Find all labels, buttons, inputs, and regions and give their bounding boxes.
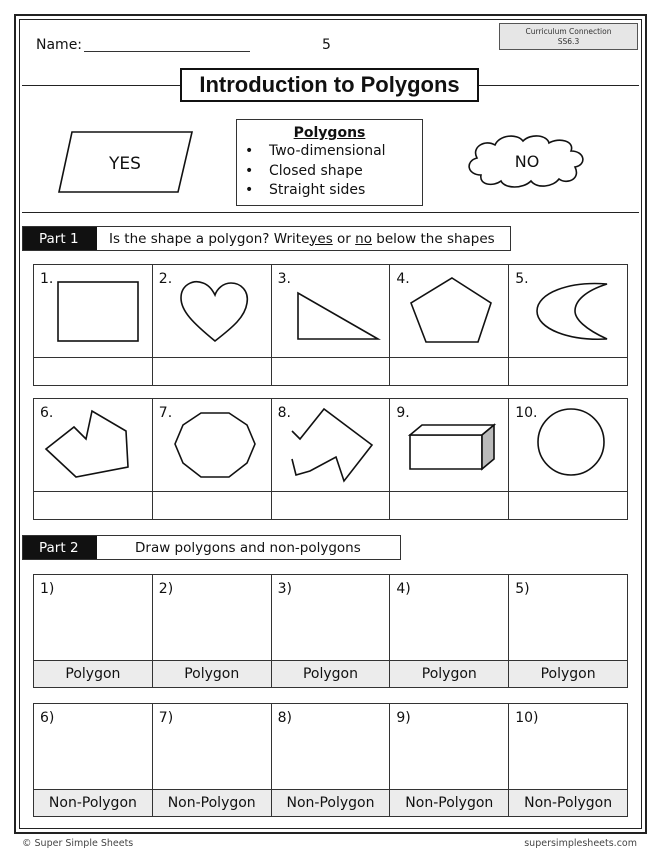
drawing-number: 7) bbox=[158, 710, 174, 726]
definition-item: • Straight sides bbox=[237, 181, 422, 201]
part1-header bbox=[22, 226, 511, 251]
definition-item: • Closed shape bbox=[237, 162, 422, 182]
shape-cell bbox=[509, 399, 628, 492]
drawing-cell[interactable] bbox=[509, 704, 628, 790]
polygon-label: Polygon bbox=[390, 661, 509, 688]
definition-item: • Two-dimensional bbox=[237, 142, 422, 162]
name-input-line[interactable] bbox=[84, 51, 250, 52]
answer-cell[interactable] bbox=[34, 358, 153, 386]
drawing-number: 9) bbox=[396, 710, 411, 726]
part2-instruction: Draw polygons and non-polygons bbox=[135, 539, 361, 556]
part2-polygon-table bbox=[33, 574, 628, 688]
non-polygon-label: Non-Polygon bbox=[390, 790, 509, 817]
yes-word: yes bbox=[309, 230, 333, 247]
drawing-cell[interactable] bbox=[271, 704, 390, 790]
non-polygon-label: Non-Polygon bbox=[34, 790, 153, 817]
no-label: NO bbox=[514, 152, 540, 171]
drawing-number: 5) bbox=[515, 581, 530, 597]
answer-cell[interactable] bbox=[390, 492, 509, 520]
shape-cell bbox=[390, 265, 509, 358]
yes-label: YES bbox=[109, 154, 141, 174]
shape-cell bbox=[34, 399, 153, 492]
shape-number: 3. bbox=[277, 271, 291, 287]
part1-shapes-table-1 bbox=[33, 264, 628, 386]
drawing-number: 4) bbox=[396, 581, 411, 597]
drawing-number: 10) bbox=[515, 710, 539, 726]
answer-cell[interactable] bbox=[271, 492, 390, 520]
no-cloud bbox=[463, 131, 591, 191]
shape-number: 9. bbox=[396, 405, 410, 421]
answer-cell[interactable] bbox=[390, 358, 509, 386]
drawing-number: 3) bbox=[277, 581, 292, 597]
drawing-cell[interactable] bbox=[152, 575, 271, 661]
shape-number: 7. bbox=[158, 405, 173, 421]
no-word: no bbox=[355, 230, 372, 247]
drawing-cell[interactable] bbox=[509, 575, 628, 661]
part2-non-polygon-table bbox=[33, 703, 628, 817]
drawing-cell[interactable] bbox=[271, 575, 390, 661]
part1-tag: Part 1 bbox=[23, 227, 97, 250]
answer-cell[interactable] bbox=[152, 492, 271, 520]
yes-parallelogram bbox=[58, 130, 194, 194]
polygon-definition-box bbox=[236, 119, 423, 206]
definition-title: Polygons bbox=[293, 125, 366, 141]
non-polygon-label: Non-Polygon bbox=[152, 790, 271, 817]
drawing-cell[interactable] bbox=[390, 575, 509, 661]
shape-number: 10. bbox=[515, 405, 538, 421]
answer-cell[interactable] bbox=[509, 492, 628, 520]
polygon-label: Polygon bbox=[509, 661, 628, 688]
name-label: Name: bbox=[36, 37, 83, 53]
drawing-cell[interactable] bbox=[34, 575, 153, 661]
shape-cell bbox=[152, 399, 271, 492]
shape-cell bbox=[390, 399, 509, 492]
drawing-number: 6) bbox=[40, 710, 55, 726]
footer-website[interactable]: supersimplesheets.com bbox=[524, 838, 637, 849]
part1-shapes-table-2 bbox=[33, 398, 628, 520]
shape-cell bbox=[34, 265, 153, 358]
section-rule bbox=[22, 212, 639, 213]
shape-number: 6. bbox=[40, 405, 54, 421]
answer-cell[interactable] bbox=[152, 358, 271, 386]
shape-number: 5. bbox=[515, 271, 529, 287]
non-polygon-label: Non-Polygon bbox=[509, 790, 628, 817]
answer-cell[interactable] bbox=[34, 492, 153, 520]
shape-cell bbox=[271, 399, 390, 492]
page-title: Introduction to Polygons bbox=[180, 68, 479, 102]
curriculum-code: SS6.3 bbox=[557, 37, 580, 46]
part2-header bbox=[22, 535, 401, 560]
part2-tag: Part 2 bbox=[23, 536, 97, 559]
drawing-number: 8) bbox=[277, 710, 292, 726]
non-polygon-label: Non-Polygon bbox=[271, 790, 390, 817]
answer-cell[interactable] bbox=[509, 358, 628, 386]
answer-cell[interactable] bbox=[271, 358, 390, 386]
polygon-label: Polygon bbox=[34, 661, 153, 688]
drawing-number: 2) bbox=[158, 581, 174, 597]
shape-number: 2. bbox=[158, 271, 173, 287]
polygon-label: Polygon bbox=[152, 661, 271, 688]
curriculum-connection-badge bbox=[499, 23, 638, 50]
drawing-cell[interactable] bbox=[152, 704, 271, 790]
shape-number: 1. bbox=[40, 271, 54, 287]
footer-copyright: © Super Simple Sheets bbox=[22, 838, 134, 849]
shape-cell bbox=[509, 265, 628, 358]
drawing-cell[interactable] bbox=[34, 704, 153, 790]
shape-cell bbox=[152, 265, 271, 358]
drawing-cell[interactable] bbox=[390, 704, 509, 790]
polygon-label: Polygon bbox=[271, 661, 390, 688]
part1-instruction: Is the shape a polygon? Write yes or no below the shapes bbox=[109, 230, 495, 247]
shape-number: 4. bbox=[396, 271, 410, 287]
page-number: 5 bbox=[322, 37, 331, 53]
shape-number: 8. bbox=[277, 405, 291, 421]
drawing-number: 1) bbox=[40, 581, 55, 597]
curriculum-label: Curriculum Connection bbox=[525, 27, 612, 36]
shape-cell bbox=[271, 265, 390, 358]
